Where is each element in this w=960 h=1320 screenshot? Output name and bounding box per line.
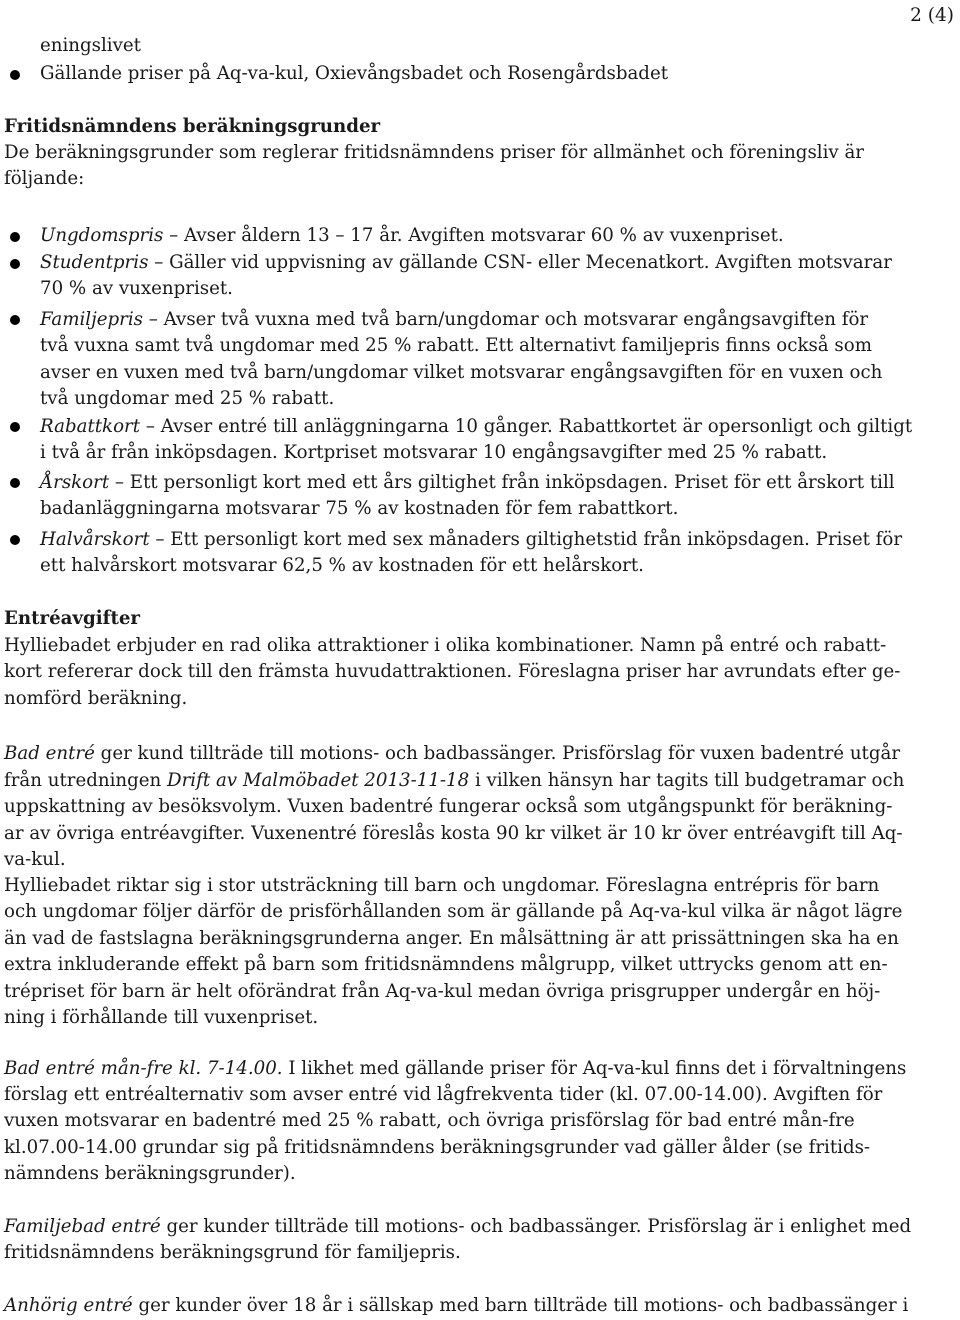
definition-term: Studentpris xyxy=(40,252,149,273)
bad-entre-term: Bad entré xyxy=(4,743,95,764)
definition-text: – Ett personligt kort med sex månaders giltighetstid från inköpsdagen. Priset för xyxy=(149,529,903,550)
definition-continuation: ett halvårskort motsvarar 62,5 % av kostnaden för ett helårskort. xyxy=(40,555,644,576)
bad-man-fre-line: vuxen motsvarar en badentré med 25 % rabatt, och övriga prisförslag för bad entré mån-fre xyxy=(4,1110,855,1131)
page-number: 2 (4) xyxy=(910,5,954,26)
fritid-heading: Fritidsnämndens beräkningsgrunder xyxy=(4,116,381,137)
bullet-icon xyxy=(10,422,20,432)
report-reference: Drift av Malmöbadet 2013-11-18 xyxy=(167,770,470,791)
definition-text: – Avser två vuxna med två barn/ungdomar och motsvarar engångsavgiften för xyxy=(143,309,869,330)
entre-intro-line: nomförd beräkning. xyxy=(4,688,188,709)
definition-text: – Avser entré till anläggningarna 10 gånger. Rabattkortet är opersonligt och giltigt xyxy=(140,416,913,437)
definition-term: Halvårskort xyxy=(40,529,150,550)
definition-studentpris xyxy=(40,250,892,276)
top-fragment: eningslivet xyxy=(40,35,141,56)
familjebad-line: fritidsnämndens beräkningsgrund för familjepris. xyxy=(4,1242,461,1263)
familjebad-line xyxy=(4,1214,911,1240)
entre-intro-line: Hylliebadet erbjuder en rad olika attraktioner i olika kombinationer. Namn på entré och rabatt- xyxy=(4,635,887,656)
bad-man-fre-line xyxy=(4,1056,906,1082)
bullet-icon xyxy=(10,232,20,242)
bad-entre-line xyxy=(4,741,900,767)
definition-continuation: 70 % av vuxenpriset. xyxy=(40,278,233,299)
definition-text: – Gäller vid uppvisning av gällande CSN- eller Mecenatkort. Avgiften motsvarar xyxy=(148,252,892,273)
entre-intro-line: kort refererar dock till den främsta huvudattraktionen. Föreslagna priser har avrundats efter ge- xyxy=(4,661,901,682)
bad-man-fre-line: nämndens beräkningsgrunder). xyxy=(4,1163,296,1184)
bad-entre-line: ning i förhållande till vuxenpriset. xyxy=(4,1007,319,1028)
definition-familjepris xyxy=(40,307,868,333)
bad-entre-line: och ungdomar följer därför de prisförhållanden som är gällande på Aq-va-kul vilka är något lägre xyxy=(4,901,903,922)
familjebad-term: Familjebad entré xyxy=(4,1216,161,1237)
definition-term: Årskort xyxy=(40,472,110,493)
definition-halvarskort xyxy=(40,527,902,553)
definition-continuation: två vuxna samt två ungdomar med 25 % rabatt. Ett alternativt familjepris finns också som xyxy=(40,335,872,356)
bad-entre-line: trépriset för barn är helt oförändrat från Aq-va-kul medan övriga prisgrupper undergår en höj- xyxy=(4,981,881,1002)
bullet-icon xyxy=(10,70,20,80)
bad-man-fre-text: I likhet med gällande priser för Aq-va-kul finns det i förvaltningens xyxy=(282,1058,907,1079)
definition-rabattkort xyxy=(40,414,912,440)
anhorig-line xyxy=(4,1293,908,1319)
fritid-intro-line: följande: xyxy=(4,168,85,189)
top-bullet-text: Gällande priser på Aq-va-kul, Oxievångsbadet och Rosengårdsbadet xyxy=(40,63,669,84)
anhorig-text: ger kunder över 18 år i sällskap med barn tillträde till motions- och badbassänger i xyxy=(132,1295,909,1316)
bad-man-fre-line: kl.07.00-14.00 grundar sig på fritidsnämndens beräkningsgrunder vad gäller ålder (se fritids- xyxy=(4,1137,871,1158)
definition-term: Ungdomspris xyxy=(40,225,164,246)
definition-ungdomspris xyxy=(40,223,784,249)
familjebad-text: ger kunder tillträde till motions- och badbassänger. Prisförslag är i enlighet med xyxy=(160,1216,912,1237)
anhorig-term: Anhörig entré xyxy=(4,1295,133,1316)
bullet-icon xyxy=(10,535,20,545)
definition-continuation: två ungdomar med 25 % rabatt. xyxy=(40,388,335,409)
bad-entre-line: ar av övriga entréavgifter. Vuxenentré föreslås kosta 90 kr vilket är 10 kr över entréavgift till Aq- xyxy=(4,823,903,844)
bad-entre-text: i vilken hänsyn har tagits till budgetramar och xyxy=(469,770,905,791)
bad-entre-line: uppskattning av besöksvolym. Vuxen badentré fungerar också som utgångspunkt för beräkning- xyxy=(4,796,893,817)
bad-entre-line: extra inkluderande effekt på barn som fritidsnämndens målgrupp, vilket uttrycks genom att en- xyxy=(4,954,888,975)
definition-text: – Ett personligt kort med ett års giltighet från inköpsdagen. Priset för ett årskort till xyxy=(109,472,895,493)
bullet-icon xyxy=(10,478,20,488)
definition-continuation: avser en vuxen med två barn/ungdomar vilket motsvarar engångsavgiften för en vuxen och xyxy=(40,362,883,383)
definition-continuation: i två år från inköpsdagen. Kortpriset motsvarar 10 engångsavgifter med 25 % rabatt. xyxy=(40,442,828,463)
bullet-icon xyxy=(10,315,20,325)
definition-text: – Avser åldern 13 – 17 år. Avgiften motsvarar 60 % av vuxenpriset. xyxy=(163,225,784,246)
definition-term: Familjepris xyxy=(40,309,143,330)
definition-term: Rabattkort xyxy=(40,416,141,437)
bad-entre-line: än vad de fastslagna beräkningsgrunderna anger. En målsättning är att prissättningen ska ha en xyxy=(4,928,899,949)
definition-continuation: badanläggningarna motsvarar 75 % av kostnaden för fem rabattkort. xyxy=(40,498,679,519)
bad-entre-line: Hylliebadet riktar sig i stor utsträckning till barn och ungdomar. Föreslagna entrépris för barn xyxy=(4,875,880,896)
entre-heading: Entréavgifter xyxy=(4,608,140,629)
bad-man-fre-term: Bad entré mån-fre kl. 7-14.00. xyxy=(4,1058,283,1079)
bad-entre-text: ger kund tillträde till motions- och badbassänger. Prisförslag för vuxen badentré utgår xyxy=(94,743,901,764)
bad-entre-text: från utredningen xyxy=(4,770,168,791)
bad-man-fre-line: förslag ett entréalternativ som avser entré vid lågfrekventa tider (kl. 07.00-14.00). Avgiften för xyxy=(4,1084,883,1105)
bad-entre-line: va-kul. xyxy=(4,849,66,870)
definition-arskort xyxy=(40,470,895,496)
bad-entre-line xyxy=(4,768,904,794)
fritid-intro-line: De beräkningsgrunder som reglerar fritidsnämndens priser för allmänhet och föreningsliv är xyxy=(4,142,864,163)
bullet-icon xyxy=(10,259,20,269)
